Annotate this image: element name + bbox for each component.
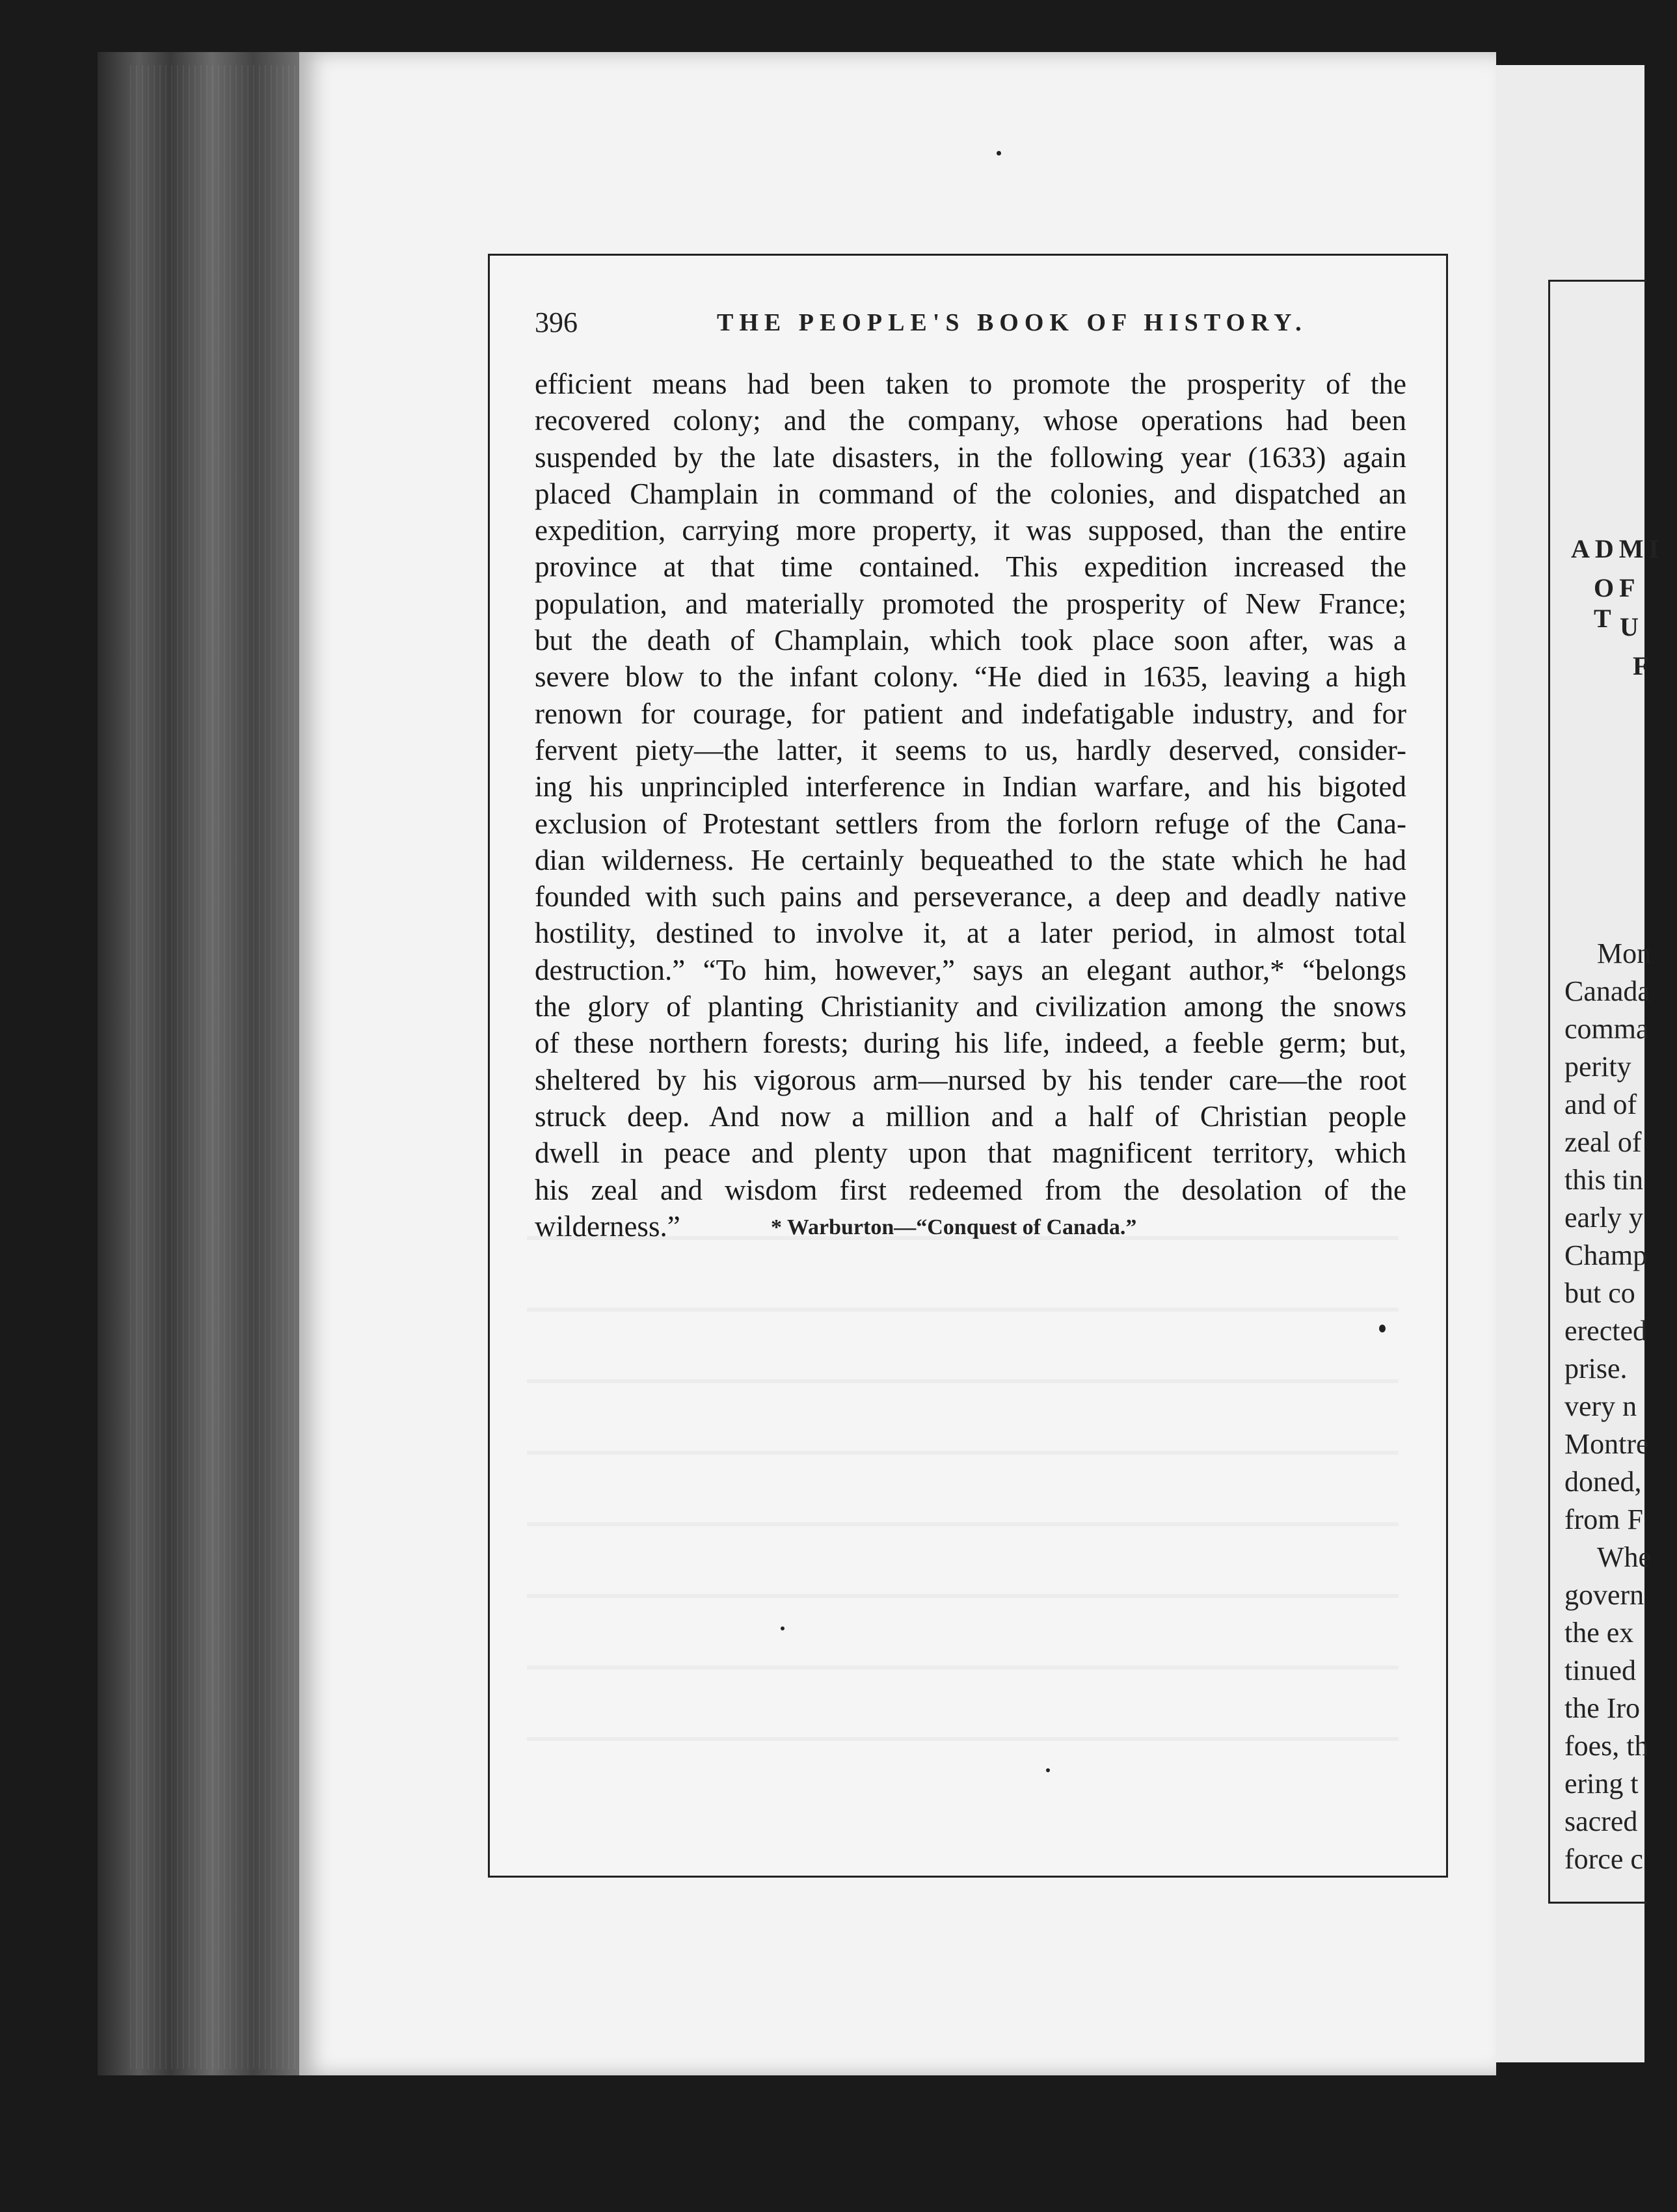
right-text-line: from F <box>1564 1504 1643 1535</box>
text-line: struck deep. And now a million and a half of Christian people <box>535 1099 1406 1133</box>
running-title: THE PEOPLE'S BOOK OF HISTORY. <box>717 309 1308 336</box>
right-heading: ADMI <box>1571 534 1665 563</box>
right-text-line: erected <box>1564 1315 1647 1347</box>
right-heading: OF T <box>1594 573 1640 633</box>
bleed-through <box>527 1737 1399 1741</box>
right-text-line: the ex <box>1564 1617 1634 1649</box>
bleed-through <box>527 1522 1399 1526</box>
bleed-through <box>527 1308 1399 1312</box>
right-text-line: very n <box>1564 1390 1637 1422</box>
right-text-line: Montre <box>1564 1428 1649 1460</box>
text-line: placed Champlain in command of the colonies, and dispatched an <box>535 477 1406 510</box>
bleed-through <box>527 1594 1399 1598</box>
text-line: dian wilderness. He certainly bequeathed to the state which he had <box>535 843 1406 876</box>
right-text-line: this tin <box>1564 1164 1644 1196</box>
text-line: population, and materially promoted the prosperity of New France; <box>535 587 1406 620</box>
right-text-line: the Iro <box>1564 1692 1641 1724</box>
right-heading: F <box>1633 651 1654 681</box>
right-text-line: zeal of <box>1564 1126 1642 1158</box>
text-line: hostility, destined to involve it, at a later period, in almost total <box>535 917 1406 950</box>
text-line: his zeal and wisdom first redeemed from the desolation of the <box>535 1173 1406 1206</box>
text-line: expedition, carrying more property, it was supposed, than the entire <box>535 514 1406 547</box>
right-text-line: Mon <box>1597 937 1652 969</box>
right-text-line: comma <box>1564 1013 1649 1045</box>
text-line: destruction.” “To him, however,” says an elegant author,* “belongs <box>535 953 1406 986</box>
right-text-line: perity <box>1564 1051 1631 1083</box>
right-text-line: force c <box>1564 1843 1643 1875</box>
bleed-through <box>527 1379 1399 1383</box>
right-text-line: prise. <box>1564 1353 1628 1384</box>
text-line: founded with such pains and perseverance, a deep and deadly native <box>535 880 1406 913</box>
text-line: but the death of Champlain, which took place soon after, was a <box>535 624 1406 657</box>
right-text-line: Whe <box>1597 1541 1652 1573</box>
page-edges <box>130 65 299 2069</box>
speck <box>781 1626 785 1630</box>
text-line: sheltered by his vigorous arm—nursed by his tender care—the root <box>535 1063 1406 1096</box>
text-line: severe blow to the infant colony. “He died in 1635, leaving a high <box>535 660 1406 694</box>
body-text <box>535 366 1406 1245</box>
running-head <box>535 306 1406 345</box>
footnote: * Warburton—“Conquest of Canada.” <box>771 1215 1137 1239</box>
bleed-through <box>527 1451 1399 1455</box>
right-text-line: Canada <box>1564 975 1650 1007</box>
right-text-line: doned, <box>1564 1466 1642 1498</box>
right-text-line: ering t <box>1564 1768 1639 1800</box>
text-line: suspended by the late disasters, in the following year (1633) again <box>535 440 1406 474</box>
right-text-line: and of <box>1564 1088 1637 1120</box>
text-line: fervent piety—the latter, it seems to us, hardly deserved, consider- <box>535 733 1406 766</box>
text-line: efficient means had been taken to promote the prosperity of the <box>535 368 1406 400</box>
right-text-line: foes, th <box>1564 1730 1649 1762</box>
right-text-line: Champ <box>1564 1239 1648 1271</box>
right-text-line: govern <box>1564 1579 1644 1611</box>
right-text-line: early y <box>1564 1202 1643 1234</box>
right-text-line: but co <box>1564 1277 1635 1309</box>
right-text-line: tinued <box>1564 1654 1636 1686</box>
text-line: recovered colony; and the company, whose operations had been <box>535 404 1406 437</box>
speck <box>1046 1768 1050 1772</box>
text-line: renown for courage, for patient and indefatigable industry, and for <box>535 697 1406 730</box>
text-line: the glory of planting Christianity and civilization among the snows <box>535 990 1406 1023</box>
text-line: exclusion of Protestant settlers from the forlorn refuge of the Cana- <box>535 807 1406 840</box>
text-line: province at that time contained. This expedition increased the <box>535 550 1406 584</box>
text-line: wilderness.” <box>535 1209 680 1243</box>
text-line: dwell in peace and plenty upon that magnificent territory, which <box>535 1137 1406 1170</box>
speck <box>1379 1325 1386 1332</box>
page-number: 396 <box>535 306 578 338</box>
right-heading: U <box>1620 612 1644 641</box>
text-line: of these northern forests; during his life, indeed, a feeble germ; but, <box>535 1027 1406 1060</box>
bleed-through <box>527 1666 1399 1669</box>
speck <box>997 151 1001 155</box>
right-text-line: sacred <box>1564 1805 1638 1837</box>
text-line: ing his unprincipled interference in Indian warfare, and his bigoted <box>535 770 1406 803</box>
